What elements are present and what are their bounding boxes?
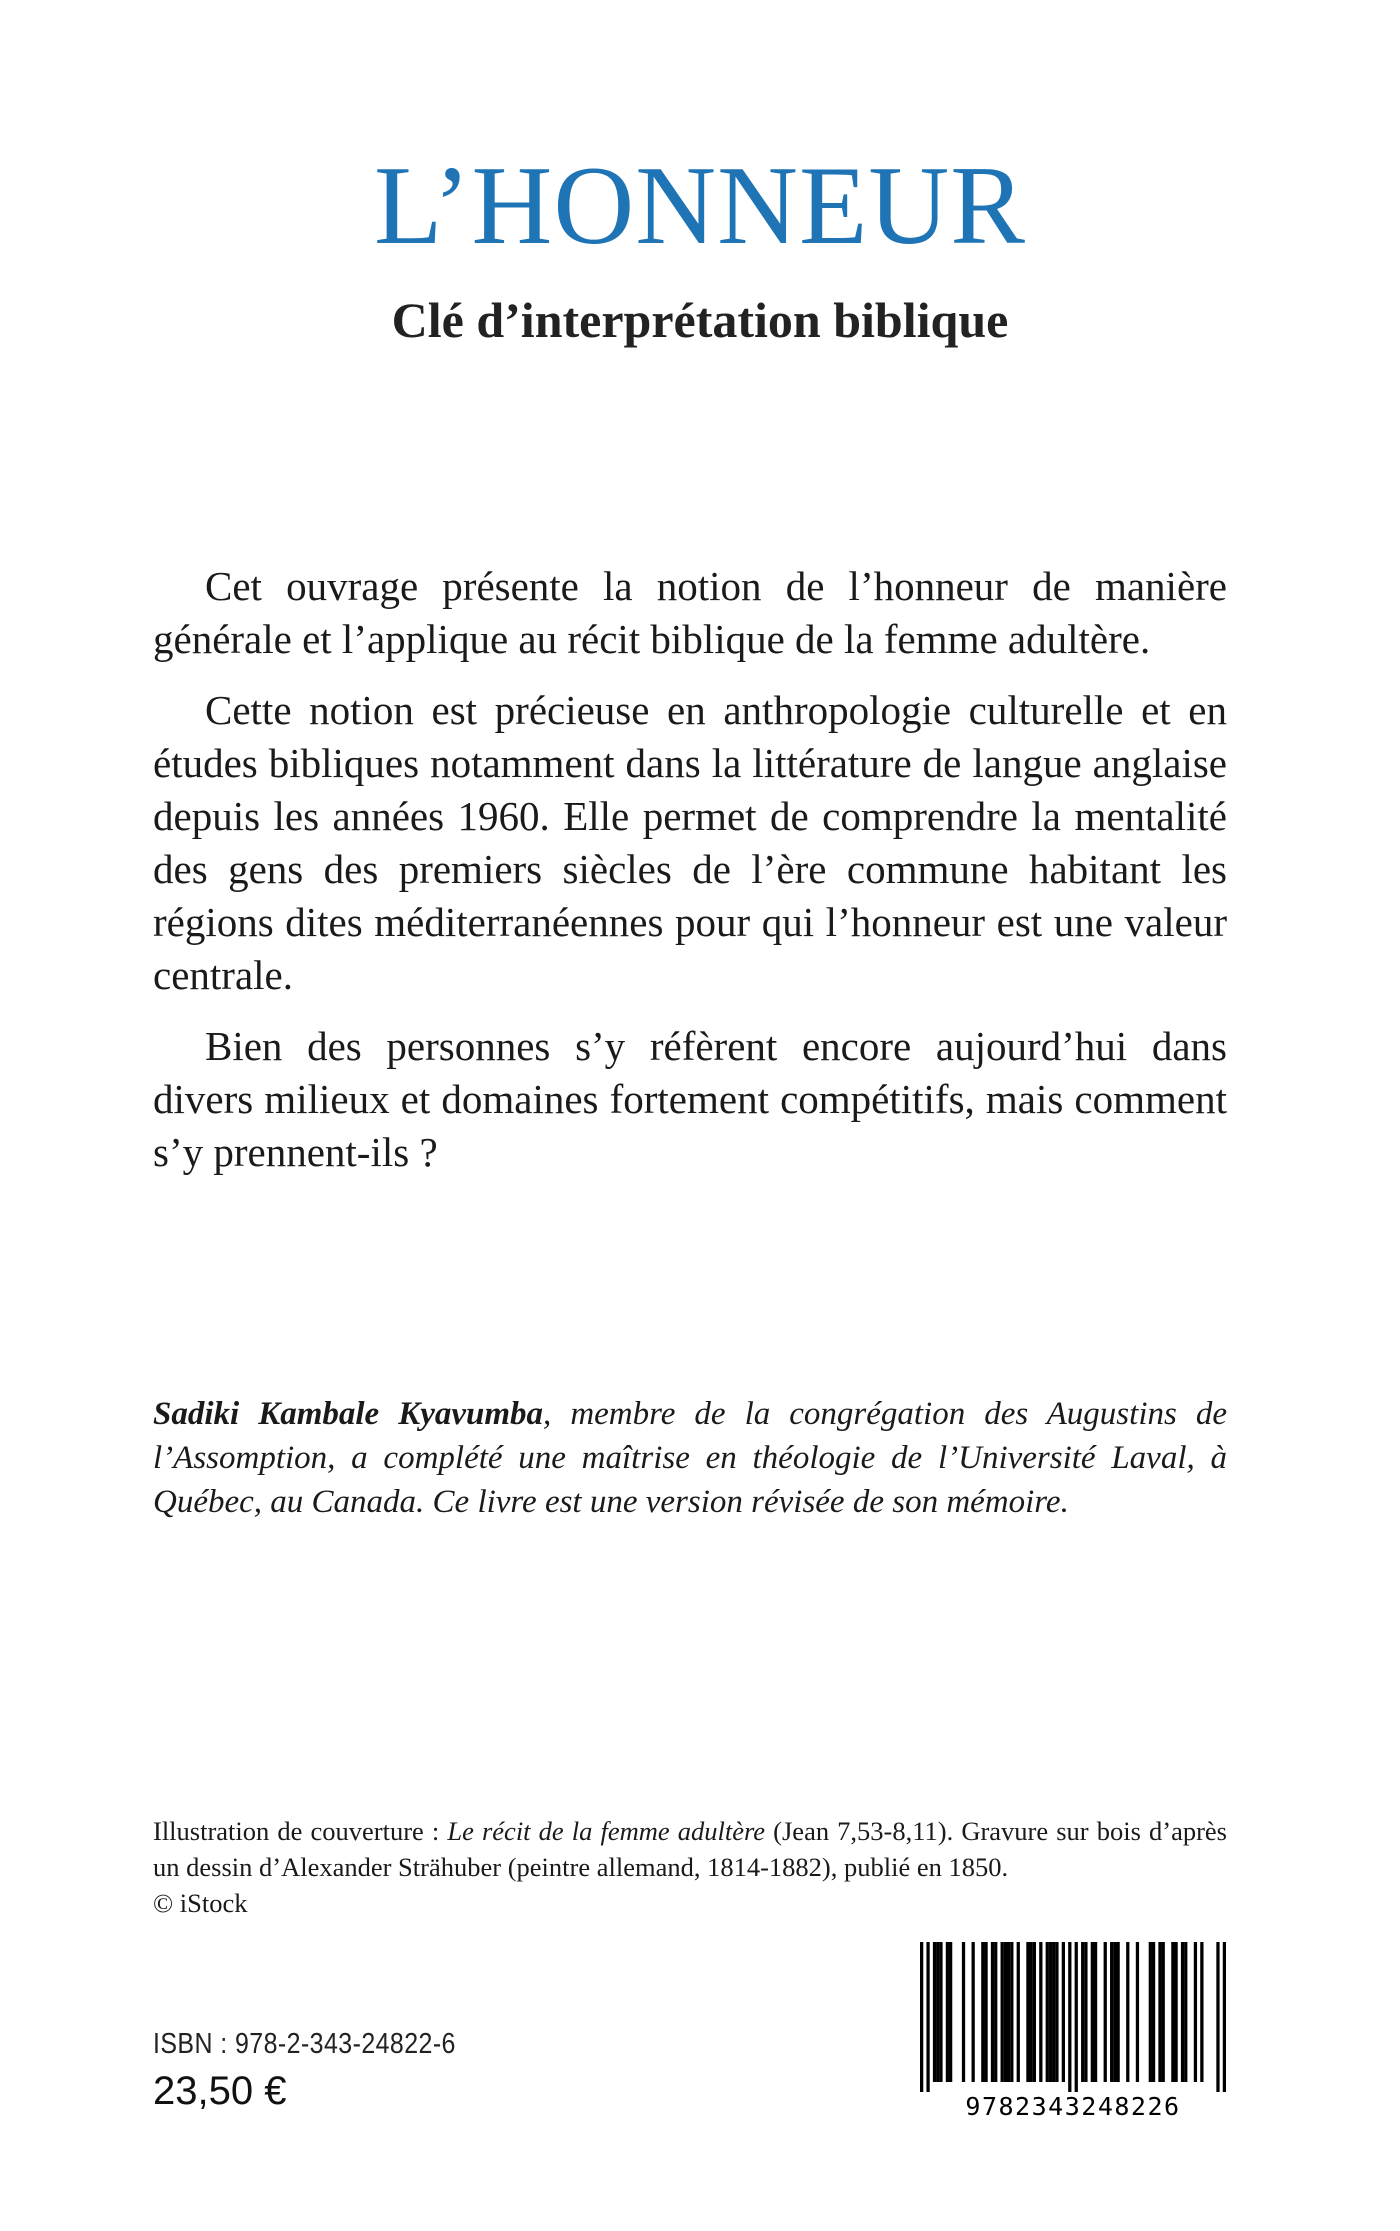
author-name: Sadiki Kambale Kyavumba: [153, 1396, 544, 1432]
credit-details: (Jean 7,53-8,11). Gravure sur bois d’après un dessin d’Alexander Strähuber (peintre allemand, 1814-1882), publié en 1850.: [153, 1816, 1227, 1882]
barcode-bar: [1094, 1942, 1097, 2082]
blurb: [153, 560, 1227, 1197]
barcode-bar: [1091, 1942, 1094, 2082]
barcode-bar: [949, 1942, 952, 2082]
barcode-bar: [1049, 1942, 1052, 2082]
barcode-bar: [1174, 1942, 1177, 2082]
barcode-bar: [1149, 1942, 1152, 2082]
barcode-bar: [1004, 1942, 1007, 2082]
barcode-digits: 9782343248226: [965, 2092, 1181, 2121]
barcode-bar: [1046, 1942, 1049, 2082]
barcode-bar: [1010, 1942, 1013, 2082]
barcode-bar: [946, 1942, 949, 2082]
cover-credit: [153, 1813, 1227, 1921]
author-bio: [153, 1392, 1227, 1524]
barcode-bar: [1084, 1942, 1087, 2082]
barcode-bar: [962, 1942, 965, 2082]
barcode-bar: [994, 1942, 997, 2082]
barcode-bar: [1216, 1942, 1219, 2092]
barcode-bar: [1171, 1942, 1174, 2082]
barcode-bar: [1223, 1942, 1226, 2092]
barcode-bars: [920, 1942, 1226, 2092]
barcode-bar: [1194, 1942, 1197, 2082]
barcode-bar: [1068, 1942, 1071, 2092]
barcode-bar: [1001, 1942, 1004, 2082]
isbn: ISBN : 978-2-343-24822-6: [153, 2028, 456, 2060]
barcode-bar: [1116, 1942, 1119, 2082]
blurb-paragraph: Bien des personnes s’y réfèrent encore aujourd’hui dans divers milieux et domaines fortement compétitifs, mais comment s’y prennent-ils ?: [153, 1023, 1227, 1175]
barcode-bar: [1039, 1942, 1042, 2082]
blurb-paragraph: Cet ouvrage présente la notion de l’honneur de manière générale et l’applique au récit biblique de la femme adultère.: [153, 563, 1227, 662]
barcode-bar: [1052, 1942, 1055, 2082]
barcode-bar: [981, 1942, 984, 2082]
credit-copyright: © iStock: [153, 1888, 248, 1918]
blurb-paragraph: Cette notion est précieuse en anthropologie culturelle et en études bibliques notamment dans la littérature de langue anglaise depuis les années 1960. Elle permet de comprendre la mentalité des gens des premiers siècles de l’ère commune habitant les régions dites méditerranéennes pour qui l’honneur est une valeur centrale.: [153, 687, 1227, 998]
barcode-bar: [1055, 1942, 1058, 2082]
barcode-bar: [1162, 1942, 1165, 2082]
barcode-bar: [926, 1942, 929, 2092]
barcode-bar: [991, 1942, 994, 2082]
barcode-bar: [1184, 1942, 1187, 2082]
barcode-bar: [1081, 1942, 1084, 2082]
barcode-bar: [1152, 1942, 1155, 2082]
barcode-bar: [1030, 1942, 1033, 2082]
barcode-bar: [1026, 1942, 1029, 2082]
barcode-bar: [1113, 1942, 1116, 2082]
barcode-bar: [972, 1942, 975, 2082]
credit-artwork-title: Le récit de la femme adultère: [447, 1816, 766, 1846]
barcode-bar: [1062, 1942, 1065, 2082]
barcode-bar: [1110, 1942, 1113, 2082]
barcode-bar: [1017, 1942, 1020, 2082]
barcode-bar: [984, 1942, 987, 2082]
ean13-barcode-icon: [920, 1942, 1226, 2122]
barcode-bar: [1033, 1942, 1036, 2082]
book-subtitle: Clé d’interprétation biblique: [391, 292, 1009, 348]
price: 23,50 €: [153, 2069, 287, 2113]
barcode-bar: [1007, 1942, 1010, 2082]
author-bio-text: , membre de la congrégation des Augustins de l’Assomption, a complété une maîtrise en théologie de l’Université Laval, à Québec, au Canada. Ce livre est une version révisée de son mémoire.: [153, 1396, 1227, 1520]
barcode-bar: [936, 1942, 939, 2082]
barcode-bar: [939, 1942, 942, 2082]
barcode-bar: [1136, 1942, 1139, 2082]
credit-prefix: Illustration de couverture :: [153, 1816, 448, 1846]
barcode-bar: [1181, 1942, 1184, 2082]
barcode-bar: [1126, 1942, 1129, 2082]
book-title: L’HONNEUR: [374, 144, 1026, 268]
barcode-bar: [1158, 1942, 1161, 2082]
barcode-bar: [933, 1942, 936, 2082]
barcode-bar: [1104, 1942, 1107, 2082]
barcode-bar: [1075, 1942, 1078, 2092]
barcode-bar: [920, 1942, 923, 2092]
barcode-bar: [1200, 1942, 1203, 2082]
